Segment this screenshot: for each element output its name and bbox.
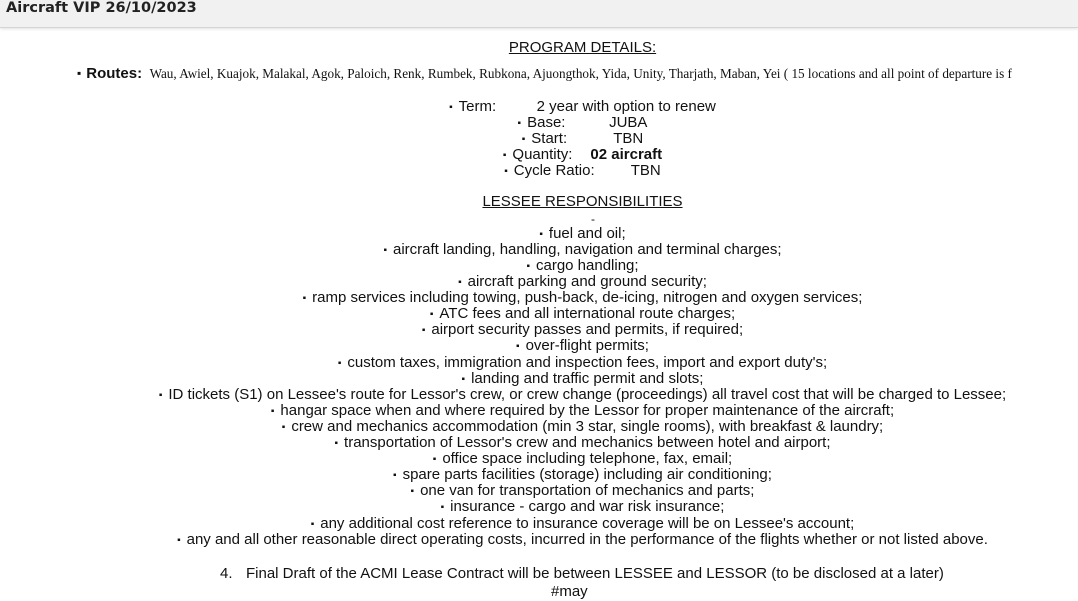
detail-value: TBN [630, 162, 661, 179]
bullet-icon: ▪ [432, 454, 437, 465]
lessee-item-text: ramp services including towing, push-back, de-icing, nitrogen and oxygen services; [312, 289, 863, 306]
bullet-icon: ▪ [383, 245, 387, 256]
bullet-icon: ▪ [516, 341, 520, 352]
detail-cycle-ratio [0, 163, 1078, 181]
bullet-icon: ▪ [517, 118, 522, 129]
document-body [0, 28, 1078, 600]
hashtag-text: #may [551, 583, 588, 600]
detail-label: Term: [458, 98, 497, 115]
detail-value: 02 aircraft [590, 146, 663, 163]
bullet-icon: ▪ [393, 470, 397, 481]
bullet-icon: ▪ [337, 358, 342, 369]
bullet-icon: ▪ [440, 502, 445, 513]
lessee-item-text: spare parts facilities (storage) including air conditioning; [402, 466, 772, 483]
bullet-icon: ▪ [429, 309, 434, 320]
bullet-icon: ▪ [77, 66, 82, 80]
detail-value: JUBA [609, 114, 648, 131]
lessee-item-text: ATC fees and all international route charges; [439, 305, 736, 322]
stray-dash: - [591, 212, 595, 226]
lessee-item-text: cargo handling; [535, 257, 639, 274]
lessee-item-text: any and all other reasonable direct operating costs, incurred in the performance of the flights whether or not listed above. [186, 531, 988, 548]
lessee-item-text: hangar space when and where required by the Lessor for proper maintenance of the aircraft; [280, 402, 895, 419]
final-draft-text: Final Draft of the ACMI Lease Contract will be between LESSEE and LESSOR (to be disclosed at a later) [246, 565, 944, 582]
lessee-item [0, 532, 1078, 550]
detail-value: 2 year with option to renew [536, 98, 716, 115]
final-draft-number: 4. [220, 565, 233, 582]
bullet-icon: ▪ [281, 422, 286, 433]
lessee-responsibilities-heading: LESSEE RESPONSIBILITIES [482, 193, 683, 210]
bullet-icon: ▪ [461, 374, 466, 385]
bullet-icon: ▪ [421, 325, 426, 336]
lessee-item-text: over-flight permits; [525, 337, 649, 354]
final-draft-item [220, 565, 944, 583]
bullet-icon: ▪ [504, 166, 508, 177]
routes-line [77, 65, 1012, 83]
routes-text: Wau, Awiel, Kuajok, Malakal, Agok, Paloich, Renk, Rumbek, Rubkona, Ajuongthok, Yida, Unity, Tharjath, Maban, Yei ( 15 locations and all point of departure is f [149, 66, 1012, 81]
lessee-item-text: landing and traffic permit and slots; [471, 370, 704, 387]
lessee-item-text: ID tickets (S1) on Lessee's route for Lessor's crew, or crew change (proceedings) all travel cost that will be charged to Lessee; [168, 386, 1007, 403]
bullet-icon: ▪ [158, 390, 163, 401]
program-details-heading: PROGRAM DETAILS: [508, 39, 657, 56]
bullet-icon: ▪ [410, 486, 415, 497]
detail-label: Start: [531, 130, 568, 147]
bullet-icon: ▪ [526, 261, 530, 272]
lessee-item-text: any additional cost reference to insurance coverage will be on Lessee's account; [320, 515, 855, 532]
bullet-icon: ▪ [270, 406, 275, 417]
bullet-icon: ▪ [521, 134, 526, 145]
bullet-icon: ▪ [502, 150, 507, 161]
lessee-item-text: aircraft parking and ground security; [467, 273, 707, 290]
detail-label: Cycle Ratio: [513, 162, 595, 179]
window-titlebar [0, 0, 1078, 28]
lessee-item-text: fuel and oil; [548, 225, 626, 242]
window-title: Aircraft VIP 26/10/2023 [6, 0, 197, 16]
detail-value: TBN [613, 130, 644, 147]
bullet-icon: ▪ [458, 277, 462, 288]
lessee-item-text: office space including telephone, fax, email; [442, 450, 733, 467]
lessee-item-text: custom taxes, immigration and inspection fees, import and export duty's; [347, 354, 828, 371]
lessee-item-text: insurance - cargo and war risk insurance; [450, 498, 725, 515]
bullet-icon: ▪ [302, 293, 307, 304]
bullet-icon: ▪ [449, 102, 453, 113]
bullet-icon: ▪ [177, 535, 181, 546]
detail-label: Base: [527, 114, 566, 131]
lessee-item-text: crew and mechanics accommodation (min 3 star, single rooms), with breakfast & laundry; [291, 418, 884, 435]
detail-label: Quantity: [512, 146, 573, 163]
routes-label: Routes: [86, 65, 143, 82]
bullet-icon: ▪ [539, 229, 543, 240]
bullet-icon: ▪ [334, 438, 339, 449]
lessee-item-text: one van for transportation of mechanics and parts; [420, 482, 755, 499]
lessee-item-text: aircraft landing, handling, navigation and terminal charges; [392, 241, 782, 258]
bullet-icon: ▪ [310, 519, 315, 530]
lessee-item-text: transportation of Lessor's crew and mechanics between hotel and airport; [344, 434, 831, 451]
lessee-item-text: airport security passes and permits, if required; [431, 321, 744, 338]
